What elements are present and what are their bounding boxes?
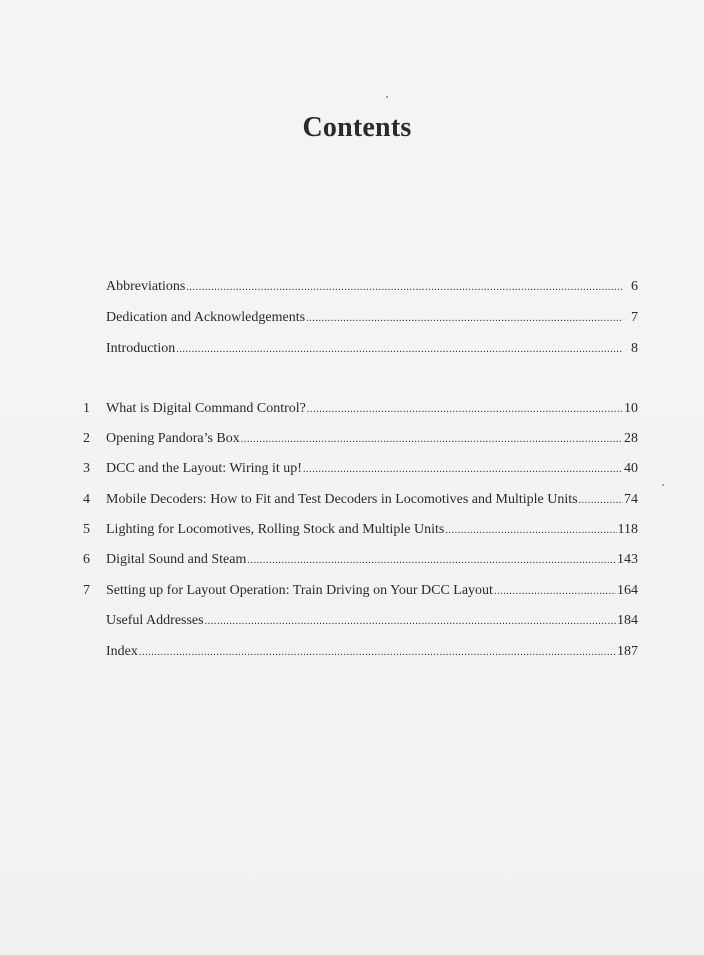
dot-leader [176,339,623,361]
toc-entry-page: 184 [617,613,638,628]
toc-entry-number: 1 [83,401,90,416]
toc-entry-page: 7 [631,310,638,325]
toc-entry-chapter-6 [78,549,638,571]
toc-entry-number: 6 [83,552,90,567]
dot-leader [307,399,623,421]
toc-entry-page: 10 [624,401,638,416]
toc-entry-title: Useful Addresses [106,613,204,628]
toc-entry-chapter-1 [78,398,638,420]
toc-entry-number: 4 [83,492,90,507]
toc-entry-page: 28 [624,431,638,446]
dot-leader [494,581,616,603]
toc-entry-title: Index [106,644,138,659]
toc-entry-index [78,641,638,663]
dot-leader [139,642,616,664]
toc-entry-title: DCC and the Layout: Wiring it up! [106,461,302,476]
toc-entry-title: Digital Sound and Steam [106,552,247,567]
toc-entry-page: 187 [617,644,638,659]
toc-entry-title: Lighting for Locomotives, Rolling Stock and Multiple Units [106,522,445,537]
dot-leader [241,429,623,451]
toc-entry-title: Dedication and Acknowledgements [106,310,306,325]
dot-leader [579,490,623,512]
toc-entry-page: 40 [624,461,638,476]
toc-entry-number: 2 [83,431,90,446]
toc-entry-title: Abbreviations [106,279,186,294]
toc-entry-title: Mobile Decoders: How to Fit and Test Decoders in Locomotives and Multiple Units [106,492,578,507]
toc-entry-introduction [78,338,638,360]
toc-entry-page: 143 [617,552,638,567]
dot-leader [303,459,623,481]
toc-entry-page: 164 [617,583,638,598]
toc-entry-dedication [78,307,638,329]
toc-entry-chapter-4 [78,489,638,511]
toc-entry-chapter-3 [78,458,638,480]
toc-entry-number: 3 [83,461,90,476]
toc-entry-number: 5 [83,522,90,537]
paper-speck [386,96,388,98]
toc-entry-useful-addresses [78,610,638,632]
toc-entry-page: 118 [617,522,638,537]
toc-entry-abbreviations [78,276,638,298]
toc-entry-page: 6 [631,279,638,294]
dot-leader [186,277,623,299]
paper-speck [662,484,664,486]
toc-entry-chapter-5 [78,519,638,541]
toc-entry-title: Setting up for Layout Operation: Train Driving on Your DCC Layout [106,583,493,598]
dot-leader [205,611,616,633]
toc-entry-page: 8 [631,341,638,356]
dot-leader [247,550,616,572]
toc-entry-number: 7 [83,583,90,598]
toc-entry-title: What is Digital Command Control? [106,401,306,416]
page-title: Contents [302,112,412,143]
toc-entry-page: 74 [624,492,638,507]
toc-entry-title: Opening Pandora’s Box [106,431,240,446]
dot-leader [306,308,623,330]
dot-leader [445,520,616,542]
toc-entry-chapter-7 [78,580,638,602]
toc-entry-chapter-2 [78,428,638,450]
toc-entry-title: Introduction [106,341,176,356]
